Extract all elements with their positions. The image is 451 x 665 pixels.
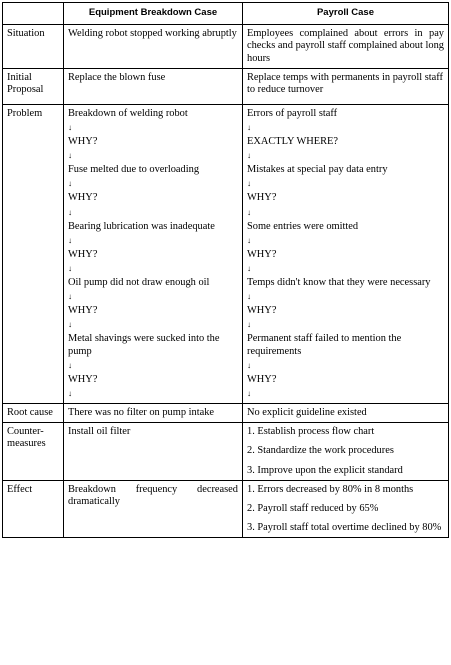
why-prompt: WHY?: [68, 373, 98, 385]
down-arrow-icon: ↓: [247, 264, 251, 274]
down-arrow-icon: ↓: [247, 360, 251, 370]
why-prompt: WHY?: [247, 248, 277, 260]
down-arrow-icon: ↓: [68, 179, 72, 189]
down-arrow-icon: ↓: [68, 360, 72, 370]
row-situation: [3, 25, 449, 69]
down-arrow-icon: ↓: [247, 235, 251, 245]
down-arrow-icon: ↓: [247, 292, 251, 302]
down-arrow-icon: ↓: [68, 292, 72, 302]
root-payroll: No explicit guideline existed: [243, 404, 449, 423]
problem-step: Metal shavings were sucked into the pump: [68, 333, 220, 357]
initial-payroll: Replace temps with permanents in payroll staff to reduce turnover: [243, 68, 449, 104]
row-label-effect: Effect: [3, 480, 64, 538]
row-label-root-cause: Root cause: [3, 404, 64, 423]
row-label-initial-proposal: Initial Proposal: [3, 68, 64, 104]
down-arrow-icon: ↓: [68, 151, 72, 161]
problem-step: Temps didn't know that they were necessary: [247, 277, 431, 289]
down-arrow-icon: ↓: [68, 264, 72, 274]
down-arrow-icon: ↓: [68, 207, 72, 217]
countermeasure-item: 3. Improve upon the explicit standard: [247, 464, 403, 476]
header-label-cell: [3, 3, 64, 25]
effect-item: 1. Errors decreased by 80% in 8 months: [247, 483, 414, 495]
effect-item: 3. Payroll staff total overtime declined by 80%: [247, 522, 442, 534]
problem-payroll: [243, 104, 449, 403]
header-payroll: Payroll Case: [243, 3, 449, 25]
problem-equipment: [64, 104, 243, 403]
down-arrow-icon: ↓: [68, 123, 72, 133]
why-prompt: WHY?: [68, 248, 98, 260]
comparison-table: [2, 2, 449, 538]
down-arrow-icon: ↓: [247, 320, 251, 330]
problem-step: Breakdown of welding robot: [68, 107, 188, 119]
down-arrow-icon: ↓: [68, 389, 72, 399]
countermeasure-payroll: [243, 423, 449, 481]
header-row: [3, 3, 449, 25]
initial-equipment: Replace the blown fuse: [64, 68, 243, 104]
effect-equipment: Breakdown frequency decreased dramatically: [64, 480, 243, 538]
why-prompt: WHY?: [247, 305, 277, 317]
row-label-problem: Problem: [3, 104, 64, 403]
why-prompt: WHY?: [247, 192, 277, 204]
effect-payroll: [243, 480, 449, 538]
row-label-situation: Situation: [3, 25, 64, 69]
down-arrow-icon: ↓: [247, 179, 251, 189]
why-prompt: EXACTLY WHERE?: [247, 136, 339, 148]
effect-item: 2. Payroll staff reduced by 65%: [247, 503, 379, 515]
down-arrow-icon: ↓: [247, 207, 251, 217]
problem-step: Bearing lubrication was inadequate: [68, 220, 215, 232]
row-label-countermeasures: Counter-measures: [3, 423, 64, 481]
down-arrow-icon: ↓: [247, 151, 251, 161]
row-countermeasures: [3, 423, 449, 481]
row-root-cause: [3, 404, 449, 423]
why-prompt: WHY?: [68, 136, 98, 148]
problem-step: Fuse melted due to overloading: [68, 164, 200, 176]
situation-equipment: Welding robot stopped working abruptly: [64, 25, 243, 69]
down-arrow-icon: ↓: [68, 320, 72, 330]
why-prompt: WHY?: [68, 192, 98, 204]
problem-step: Some entries were omitted: [247, 220, 359, 232]
down-arrow-icon: ↓: [247, 123, 251, 133]
countermeasure-equipment: Install oil filter: [64, 423, 243, 481]
countermeasure-item: 2. Standardize the work procedures: [247, 445, 394, 457]
root-equipment: There was no filter on pump intake: [64, 404, 243, 423]
problem-step: Oil pump did not draw enough oil: [68, 277, 210, 289]
row-problem: [3, 104, 449, 403]
why-prompt: WHY?: [247, 373, 277, 385]
row-effect: [3, 480, 449, 538]
situation-payroll: Employees complained about errors in pay checks and payroll staff complained about long hours: [243, 25, 449, 69]
row-initial-proposal: [3, 68, 449, 104]
problem-step: Mistakes at special pay data entry: [247, 164, 388, 176]
header-equipment: Equipment Breakdown Case: [64, 3, 243, 25]
down-arrow-icon: ↓: [247, 389, 251, 399]
problem-step: Errors of payroll staff: [247, 107, 338, 119]
why-prompt: WHY?: [68, 305, 98, 317]
down-arrow-icon: ↓: [68, 235, 72, 245]
countermeasure-item: 1. Establish process flow chart: [247, 426, 375, 438]
problem-step: Permanent staff failed to mention the requirements: [247, 333, 402, 357]
